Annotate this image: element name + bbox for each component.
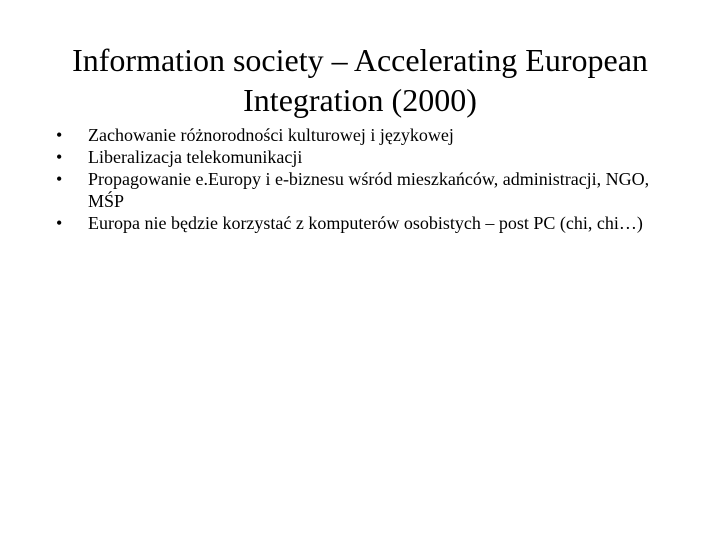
list-item [56, 212, 676, 234]
bullet-text: Zachowanie różnorodności kulturowej i językowej [88, 125, 454, 145]
bullet-text: Liberalizacja telekomunikacji [88, 147, 303, 167]
list-item [56, 124, 676, 146]
bullet-icon: • [56, 147, 63, 167]
bullet-icon: • [56, 125, 63, 145]
bullet-icon: • [56, 169, 63, 189]
bullet-list [56, 124, 676, 234]
bullet-icon: • [56, 213, 63, 233]
slide-title: Information society – Accelerating European Integration (2000) [72, 42, 648, 118]
bullet-text: Propagowanie e.Europy i e-biznesu wśród mieszkańców, administracji, NGO, MŚP [88, 169, 650, 211]
list-item [56, 168, 676, 212]
list-item [56, 146, 676, 168]
bullet-text: Europa nie będzie korzystać z komputerów osobistych – post PC (chi, chi…) [88, 213, 643, 233]
